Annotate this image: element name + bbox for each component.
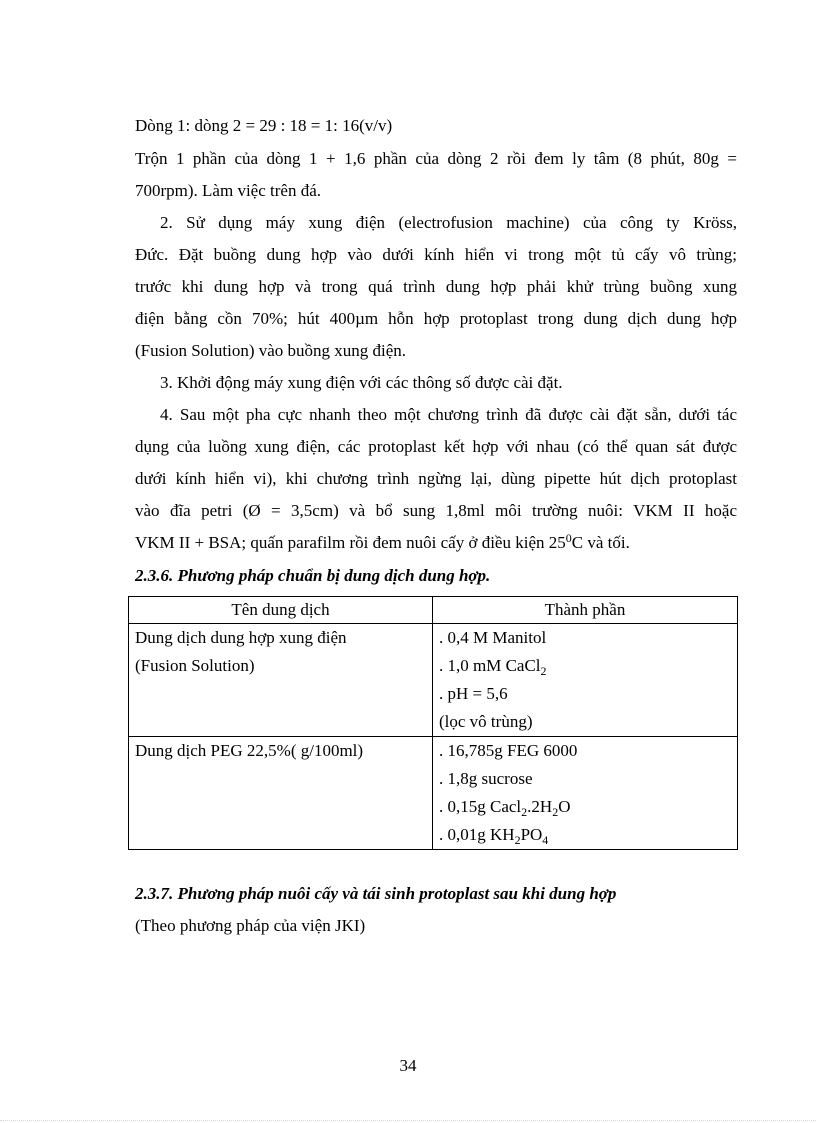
- method-source-note: (Theo phương pháp của viện JKI): [135, 916, 366, 935]
- table-cell-solution-name: Dung dịch dung hợp xung điện (Fusion Solution): [129, 624, 433, 737]
- page-number: 34: [399, 1056, 417, 1075]
- table-header-name: Tên dung dịch: [129, 597, 433, 624]
- solution-composition-table: [128, 596, 738, 850]
- page-bottom-divider: [0, 1120, 816, 1121]
- mix-line-1: Trộn 1 phần của dòng 1 + 1,6 phần của dòng 2 rồi đem ly tâm (8 phút, 80g =: [135, 149, 737, 168]
- table-row: [129, 737, 738, 850]
- step-2-line-4: điện bằng cồn 70%; hút 400µm hỗn hợp protoplast trong dung dịch dung hợp: [135, 309, 737, 328]
- step-3-line: 3. Khởi động máy xung điện với các thông số được cài đặt.: [160, 373, 563, 392]
- step-2-line-3: trước khi dung hợp và trong quá trình dung hợp phải khử trùng buồng xung: [135, 277, 737, 296]
- table-cell-composition: . 0,4 M Manitol . 1,0 mM CaCl$_2$ . pH = 5,6 (lọc vô trùng): [433, 624, 738, 737]
- ratio-line: Dòng 1: dòng 2 = 29 : 18 = 1: 16(v/v): [135, 116, 393, 135]
- step-2-line-5: (Fusion Solution) vào buồng xung điện.: [135, 341, 407, 360]
- step-4-line-3: dưới kính hiển vi), khi chương trình ngừng lại, dùng pipette hút dịch protoplast: [135, 469, 737, 488]
- section-heading-2-3-6: 2.3.6. Phương pháp chuẩn bị dung dịch dung hợp.: [135, 566, 491, 585]
- table-header-composition: Thành phần: [433, 597, 738, 624]
- table-header-row: [129, 597, 738, 624]
- section-heading-2-3-7: 2.3.7. Phương pháp nuôi cấy và tái sinh protoplast sau khi dung hợp: [135, 884, 617, 903]
- step-2-line-2: Đức. Đặt buồng dung hợp vào dưới kính hiển vi trong một tủ cấy vô trùng;: [135, 245, 737, 264]
- step-4-line-5: VKM II + BSA; quấn parafilm rồi đem nuôi cấy ở điều kiện $25^0C$ và tối.: [135, 531, 630, 552]
- mix-line-2: 700rpm). Làm việc trên đá.: [135, 181, 321, 200]
- step-4-line-1: 4. Sau một pha cực nhanh theo một chương trình đã được cài đặt sẵn, dưới tác: [160, 405, 737, 424]
- step-2-line-1: 2. Sử dụng máy xung điện (electrofusion machine) của công ty Kröss,: [160, 213, 737, 232]
- step-4-line-2: dụng của luồng xung điện, các protoplast kết hợp với nhau (có thể quan sát được: [135, 437, 737, 456]
- table-row: [129, 624, 738, 737]
- table-cell-composition: . 16,785g FEG 6000 . 1,8g sucrose . 0,15g $Cacl_2.2H_2O$ . 0,01g $KH_2PO_4$: [433, 737, 738, 850]
- step-4-line-4: vào đĩa petri (Ø = 3,5cm) và bổ sung 1,8ml môi trường nuôi: VKM II hoặc: [135, 501, 737, 520]
- table-cell-solution-name: Dung dịch PEG 22,5%( g/100ml): [129, 737, 433, 850]
